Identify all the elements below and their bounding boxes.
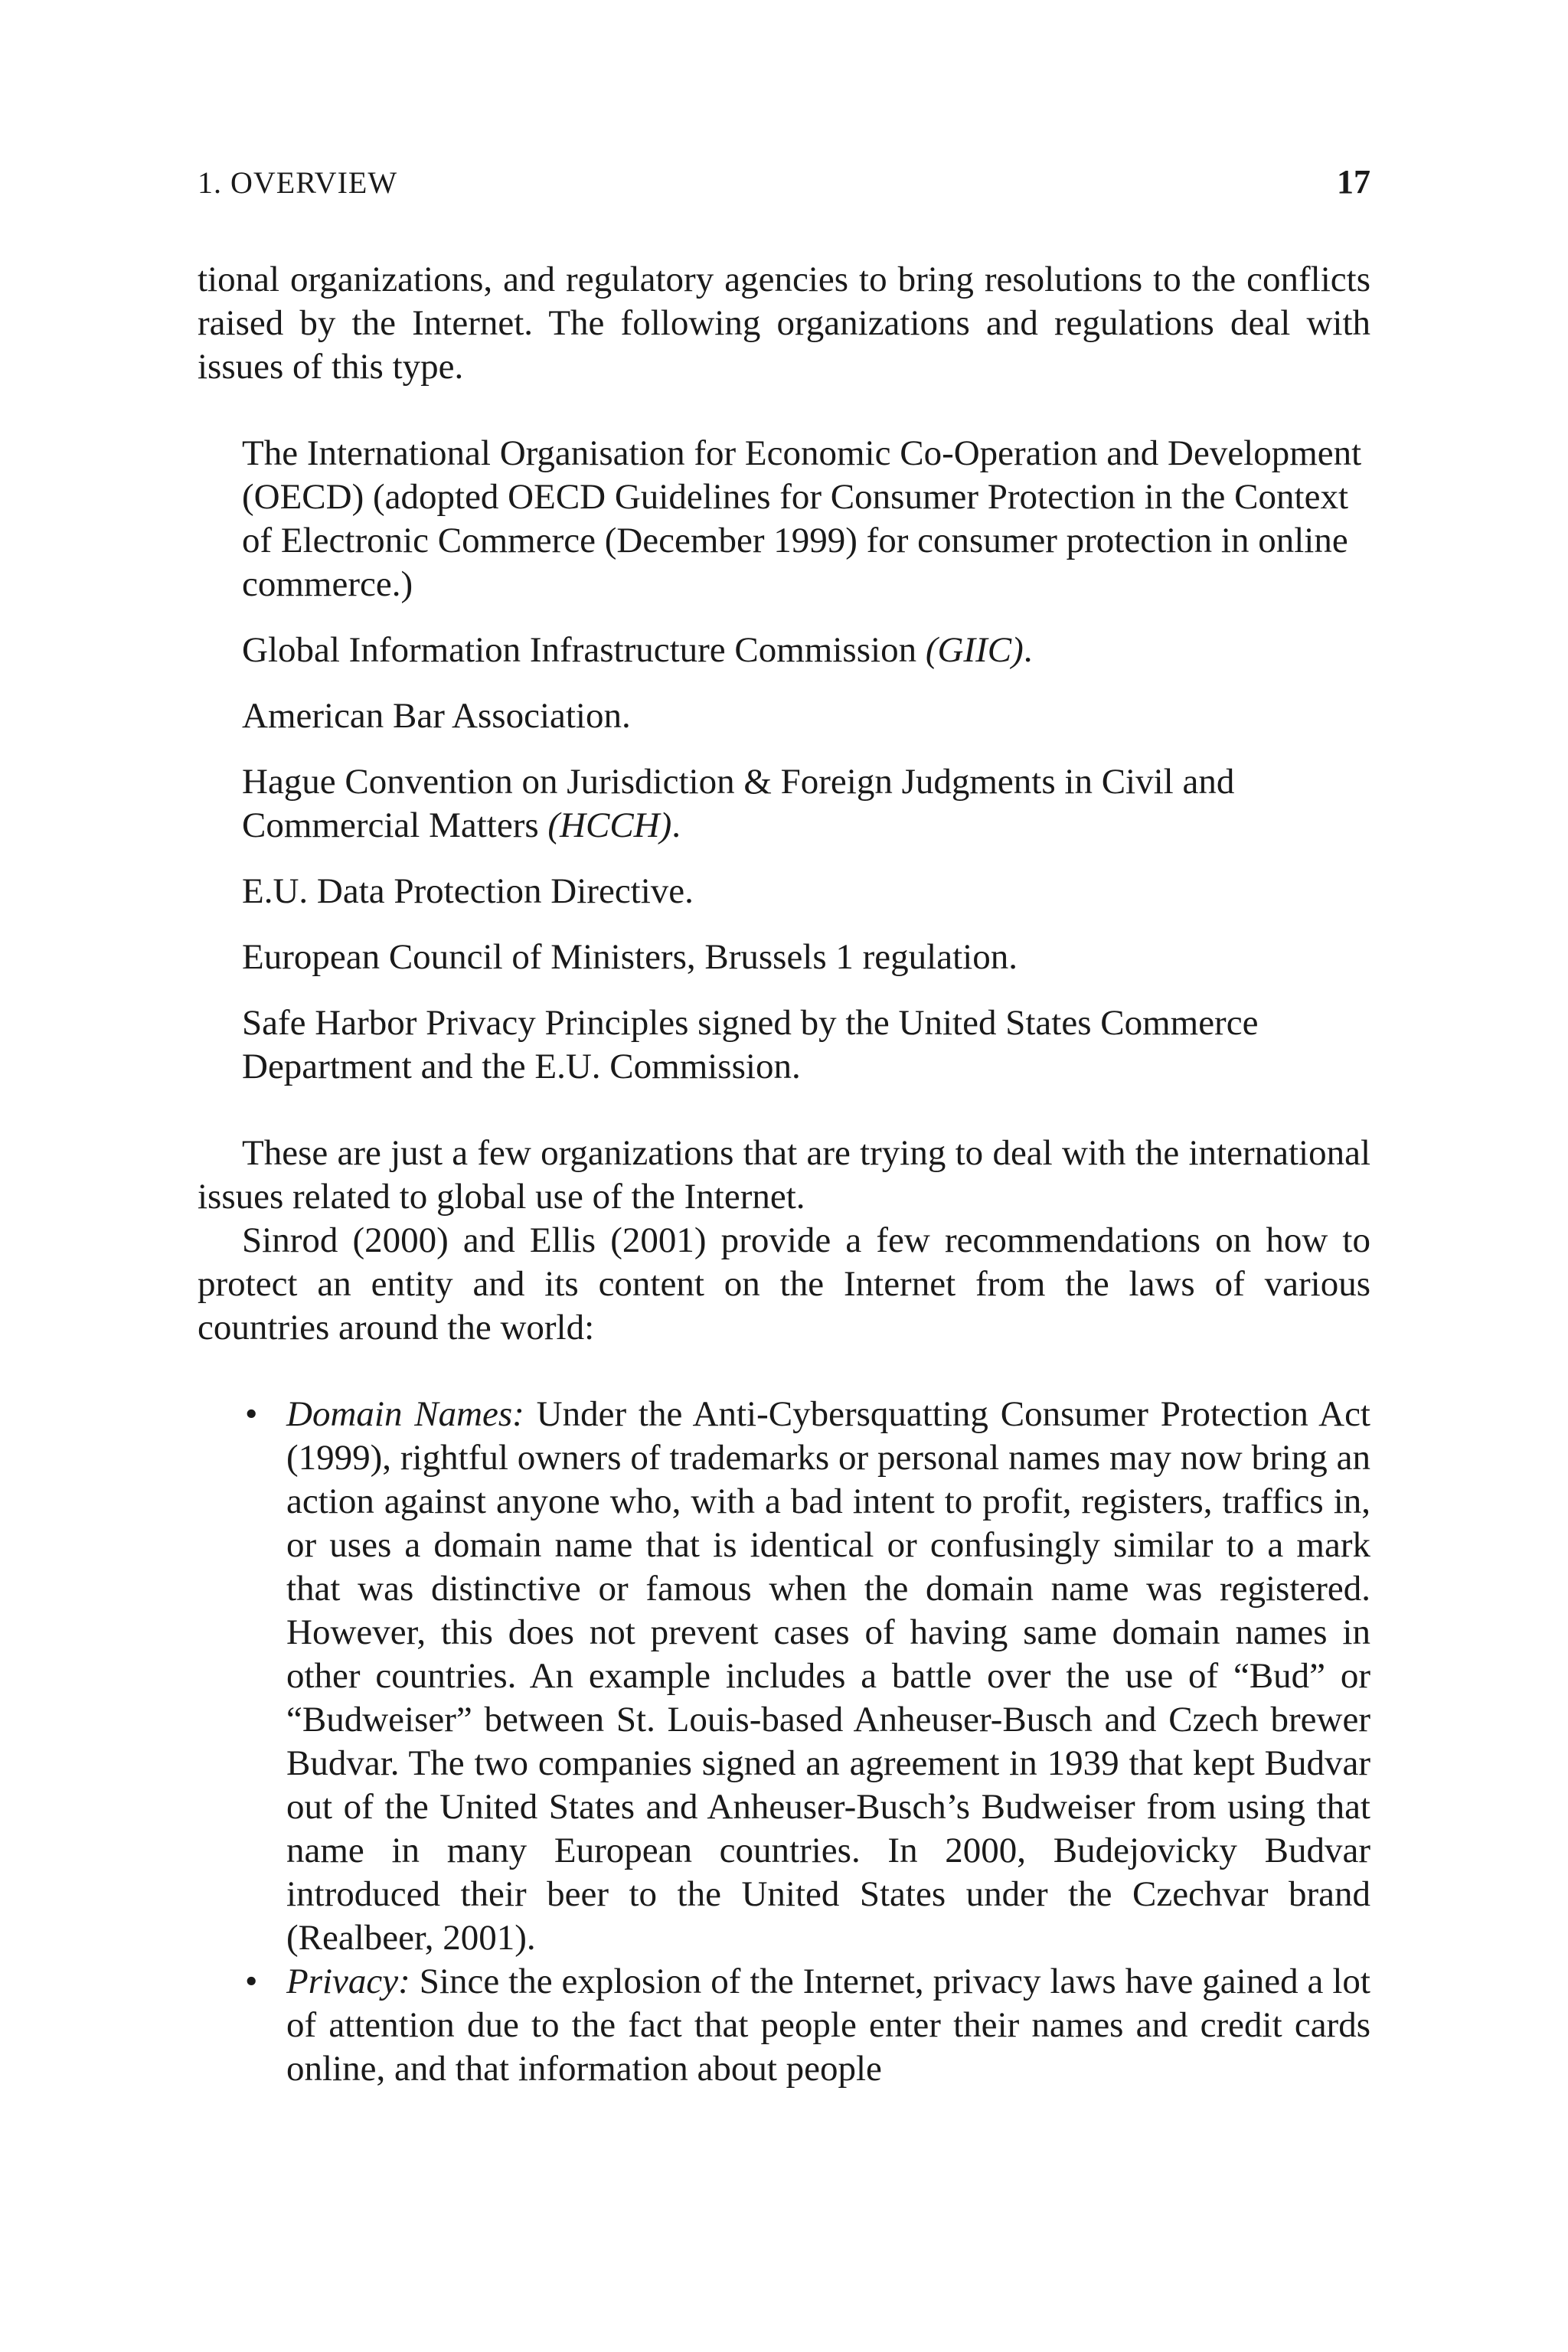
list-item: [242, 1393, 1370, 1960]
bullet-icon: •: [245, 1394, 258, 1434]
paragraph: Sinrod (2000) and Ellis (2001) provide a few recommendations on how to protect an entity and its content on the Internet from the laws of various countries around the world:: [198, 1220, 1370, 1348]
bullet-term: Privacy:: [286, 1962, 410, 2001]
organization-entry: American Bar Association.: [242, 696, 631, 736]
bullet-icon: •: [245, 1962, 258, 2001]
bullet-term: Domain Names:: [286, 1394, 524, 1434]
bullet-text: Since the explosion of the Internet, privacy laws have gained a lot of attention due to the fact that people enter their names and credit cards online, and that information about people: [286, 1962, 1370, 2089]
page-number: 17: [1337, 163, 1370, 201]
recommendations-list: [242, 1393, 1370, 2091]
chapter-title: 1. OVERVIEW: [198, 165, 398, 200]
paragraph: These are just a few organizations that are trying to deal with the international issues related to global use of the Internet.: [198, 1133, 1370, 1217]
bullet-text: Under the Anti-Cybersquatting Consumer Protection Act (1999), rightful owners of trademarks or personal names may now bring an action against anyone who, with a bad intent to profit, registers, traffics in, or uses a domain name that is identical or confusingly similar to a mark that was distinctive or famous when the domain name was registered. However, this does not prevent cases of having same domain names in other countries. An example includes a battle over the use of “Bud” or “Budweiser” between St. Louis-based Anheuser-Busch and Czech brewer Budvar. The two companies signed an agreement in 1939 that kept Budvar out of the United States and Anheuser-Busch’s Budweiser from using that name in many European countries. In 2000, Budejovicky Budvar introduced their beer to the United States under the Czechvar brand (Realbeer, 2001).: [286, 1394, 1370, 1958]
organization-entry: Global Information Infrastructure Commission (GIIC).: [242, 630, 1033, 670]
running-head: [198, 161, 1370, 204]
list-item: [242, 1960, 1370, 2091]
organization-entry: Hague Convention on Jurisdiction & Foreign Judgments in Civil and Commercial Matters (HCCH).: [242, 762, 1235, 845]
book-page: [198, 161, 1370, 2091]
organization-entry: The International Organisation for Economic Co-Operation and Development (OECD) (adopted OECD Guidelines for Consumer Protection in the Context of Electronic Commerce (December 1999) for consumer protection in online commerce.): [242, 433, 1362, 604]
intro-paragraph: tional organizations, and regulatory agencies to bring resolutions to the conflicts raised by the Internet. The following organizations and regulations deal with issues of this type.: [198, 260, 1370, 387]
organization-entry: Safe Harbor Privacy Principles signed by the United States Commerce Department and the E.U. Commission.: [242, 1003, 1259, 1086]
organization-entry: European Council of Ministers, Brussels 1 regulation.: [242, 937, 1018, 977]
organizations-list: [242, 432, 1370, 1089]
organization-entry: E.U. Data Protection Directive.: [242, 871, 694, 911]
